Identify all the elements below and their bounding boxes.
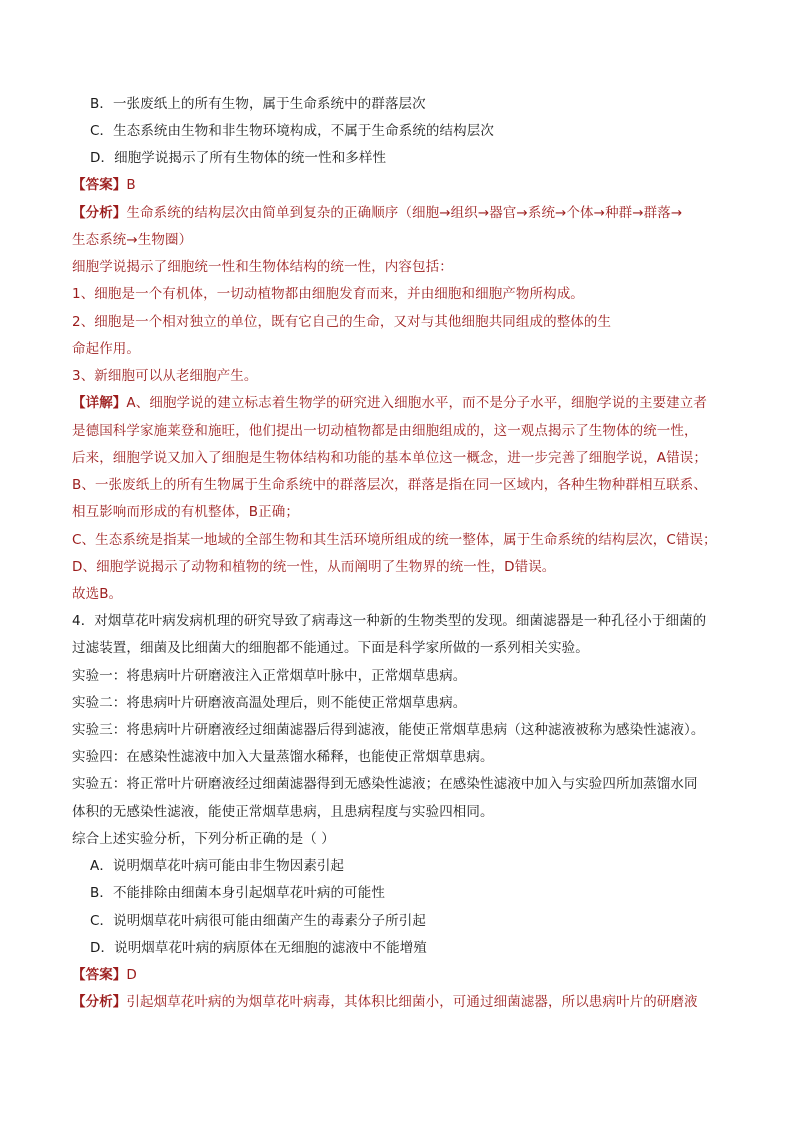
q4-experiment-3: 实验三：将患病叶片研磨液经过细菌滤器后得到滤液，能使正常烟草患病（这种滤液被称为感染性滤液）。 [72, 722, 705, 738]
q3-detail-line-6: C、生态系统是指某一地域的全部生物和其生活环境所组成的统一整体，属于生命系统的结构层次，C错误； [72, 532, 717, 548]
q4-option-a: A．说明烟草花叶病可能由非生物因素引起 [90, 858, 345, 874]
q3-detail-line-7: D、细胞学说揭示了动物和植物的统一性，从而阐明了生物界的统一性，D错误。 [72, 559, 556, 575]
q3-conclusion: 故选B。 [72, 586, 123, 602]
q4-experiment-5-line-2: 体积的无感染性滤液，能使正常烟草患病，且患病程度与实验四相同。 [72, 804, 494, 820]
q3-analysis-line-1 [72, 204, 682, 222]
q4-experiment-2: 实验二：将患病叶片研磨液高温处理后，则不能使正常烟草患病。 [72, 695, 467, 711]
q3-option-c: C．生态系统由生物和非生物环境构成，不属于生命系统的结构层次 [90, 123, 494, 139]
q4-stem-line-1: 4．对烟草花叶病发病机理的研究导致了病毒这一种新的生物类型的发现。细菌滤器是一种孔径小于细菌的 [72, 613, 707, 629]
q3-analysis-line-5: 2、细胞是一个相对独立的单位，既有它自己的生命，又对与其他细胞共同组成的整体的生 [72, 314, 612, 330]
answer-value: D [126, 967, 137, 983]
answer-tag: 【答案】 [72, 967, 127, 983]
q4-experiment-1: 实验一：将患病叶片研磨液注入正常烟草叶脉中，正常烟草患病。 [72, 668, 467, 684]
analysis-tag: 【分析】 [72, 994, 127, 1010]
q3-analysis-line-4: 1、细胞是一个有机体，一切动植物都由细胞发育而来，并由细胞和细胞产物所构成。 [72, 286, 584, 302]
q3-answer [72, 176, 136, 194]
q3-analysis-line-2: 生态系统→生物圈） [72, 232, 193, 248]
q3-detail-line-1 [72, 394, 707, 412]
analysis-tag: 【分析】 [72, 205, 127, 221]
q3-analysis-line-6: 命起作用。 [72, 341, 140, 357]
q3-detail-line-2: 是德国科学家施莱登和施旺，他们提出一切动植物都是由细胞组成的，这一观点揭示了生物体的统一性， [72, 423, 698, 439]
q4-stem-line-2: 过滤装置，细菌及比细菌大的细胞都不能通过。下面是科学家所做的一系列相关实验。 [72, 640, 589, 656]
q4-option-b: B．不能排除由细菌本身引起烟草花叶病的可能性 [90, 885, 385, 901]
q4-experiment-5-line-1: 实验五：将正常叶片研磨液经过细菌滤器得到无感染性滤液；在感染性滤液中加入与实验四所加蒸馏水同 [72, 776, 698, 792]
q4-experiment-4: 实验四：在感染性滤液中加入大量蒸馏水稀释，也能使正常烟草患病。 [72, 749, 494, 765]
q4-option-c: C．说明烟草花叶病很可能由细菌产生的毒素分子所引起 [90, 913, 426, 929]
detail-tag: 【详解】 [72, 395, 127, 411]
analysis-text: 引起烟草花叶病的为烟草花叶病毒，其体积比细菌小，可通过细菌滤器，所以患病叶片的研磨液 [126, 994, 698, 1010]
q3-analysis-line-7: 3、新细胞可以从老细胞产生。 [72, 368, 258, 384]
q3-detail-line-4: B、一张废纸上的所有生物属于生命系统中的群落层次，群落是指在同一区域内，各种生物种群相互联系、 [72, 477, 707, 493]
analysis-text: 生命系统的结构层次由简单到复杂的正确顺序（细胞→组织→器官→系统→个体→种群→群落→ [126, 205, 683, 221]
detail-text: A、细胞学说的建立标志着生物学的研究进入细胞水平，而不是分子水平，细胞学说的主要建立者 [126, 395, 707, 411]
q4-analysis-line-1 [72, 993, 698, 1011]
q3-analysis-line-3: 细胞学说揭示了细胞统一性和生物体结构的统一性，内容包括： [72, 259, 453, 275]
q3-option-d: D．细胞学说揭示了所有生物体的统一性和多样性 [90, 150, 387, 166]
q3-option-b: B．一张废纸上的所有生物，属于生命系统中的群落层次 [90, 96, 426, 112]
q3-detail-line-3: 后来，细胞学说又加入了细胞是生物体结构和功能的基本单位这一概念，进一步完善了细胞学说，A错误； [72, 450, 707, 466]
answer-tag: 【答案】 [72, 177, 127, 193]
q4-question: 综合上述实验分析，下列分析正确的是（ ） [72, 831, 335, 847]
q4-option-d: D．说明烟草花叶病的病原体在无细胞的滤液中不能增殖 [90, 940, 427, 956]
q4-answer [72, 966, 137, 984]
answer-value: B [126, 177, 136, 193]
q3-detail-line-5: 相互影响而形成的有机整体，B正确； [72, 504, 299, 520]
